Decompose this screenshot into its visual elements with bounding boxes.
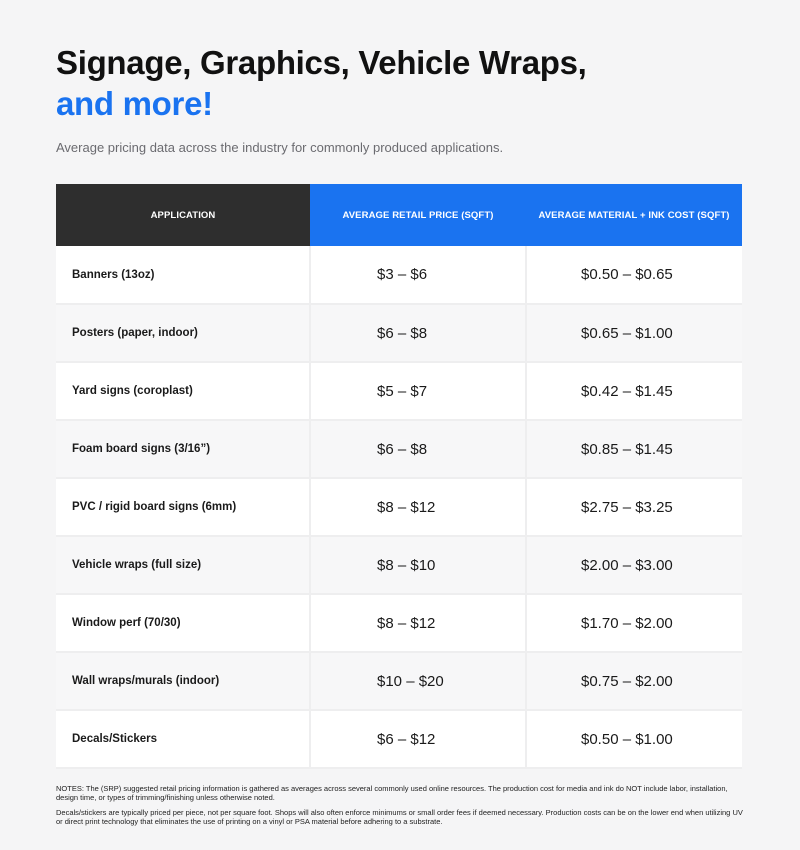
table-row <box>56 594 742 652</box>
cell-material-cost: $0.50 – $1.00 <box>526 710 742 768</box>
cell-material-cost: $0.42 – $1.45 <box>526 362 742 420</box>
cell-retail-price: $6 – $8 <box>310 304 526 362</box>
cell-material-cost: $2.75 – $3.25 <box>526 478 742 536</box>
cell-application: Vehicle wraps (full size) <box>56 536 310 594</box>
cell-application: Banners (13oz) <box>56 246 310 304</box>
column-header-retail-price: AVERAGE RETAIL PRICE (SQFT) <box>310 184 526 246</box>
footnotes <box>56 784 744 832</box>
table-row <box>56 246 742 304</box>
cell-retail-price: $6 – $12 <box>310 710 526 768</box>
cell-material-cost: $0.85 – $1.45 <box>526 420 742 478</box>
cell-retail-price: $3 – $6 <box>310 246 526 304</box>
cell-application: Decals/Stickers <box>56 710 310 768</box>
table-row <box>56 710 742 768</box>
table-row <box>56 536 742 594</box>
cell-retail-price: $8 – $10 <box>310 536 526 594</box>
title-line-1: Signage, Graphics, Vehicle Wraps, <box>56 44 587 81</box>
cell-application: Foam board signs (3/16”) <box>56 420 310 478</box>
table-header-row <box>56 184 742 246</box>
cell-retail-price: $5 – $7 <box>310 362 526 420</box>
page-title <box>56 42 587 124</box>
cell-retail-price: $6 – $8 <box>310 420 526 478</box>
table-row <box>56 304 742 362</box>
page-subtitle: Average pricing data across the industry for commonly produced applications. <box>56 140 504 155</box>
cell-application: Posters (paper, indoor) <box>56 304 310 362</box>
title-line-2-highlight: and more! <box>56 85 213 122</box>
cell-retail-price: $8 – $12 <box>310 594 526 652</box>
cell-application: Yard signs (coroplast) <box>56 362 310 420</box>
cell-material-cost: $0.75 – $2.00 <box>526 652 742 710</box>
cell-material-cost: $1.70 – $2.00 <box>526 594 742 652</box>
cell-material-cost: $2.00 – $3.00 <box>526 536 742 594</box>
table-row <box>56 420 742 478</box>
column-header-application: APPLICATION <box>56 184 310 246</box>
cell-application: Window perf (70/30) <box>56 594 310 652</box>
cell-application: PVC / rigid board signs (6mm) <box>56 478 310 536</box>
table-body <box>56 246 742 768</box>
cell-material-cost: $0.65 – $1.00 <box>526 304 742 362</box>
cell-retail-price: $10 – $20 <box>310 652 526 710</box>
footnote-decals: Decals/stickers are typically priced per piece, not per square foot. Shops will also often enforce minimums or small order fees if deemed necessary. Production costs can be on the lower end when utilizing UV or direct print technology that eliminates the use of printing on a vinyl or PSA material before adhering to a substrate. <box>56 808 743 826</box>
column-header-material-cost: AVERAGE MATERIAL + INK COST (SQFT) <box>526 184 742 246</box>
cell-application: Wall wraps/murals (indoor) <box>56 652 310 710</box>
table-row <box>56 652 742 710</box>
footnote-srp: NOTES: The (SRP) suggested retail pricing information is gathered as averages across several commonly used online resources. The production cost for media and ink do NOT include labor, installation, design time, or types of trimming/finishing unless otherwise noted. <box>56 784 728 802</box>
table-header <box>56 184 742 246</box>
table-row <box>56 362 742 420</box>
pricing-table <box>56 184 742 769</box>
table-row <box>56 478 742 536</box>
cell-material-cost: $0.50 – $0.65 <box>526 246 742 304</box>
cell-retail-price: $8 – $12 <box>310 478 526 536</box>
